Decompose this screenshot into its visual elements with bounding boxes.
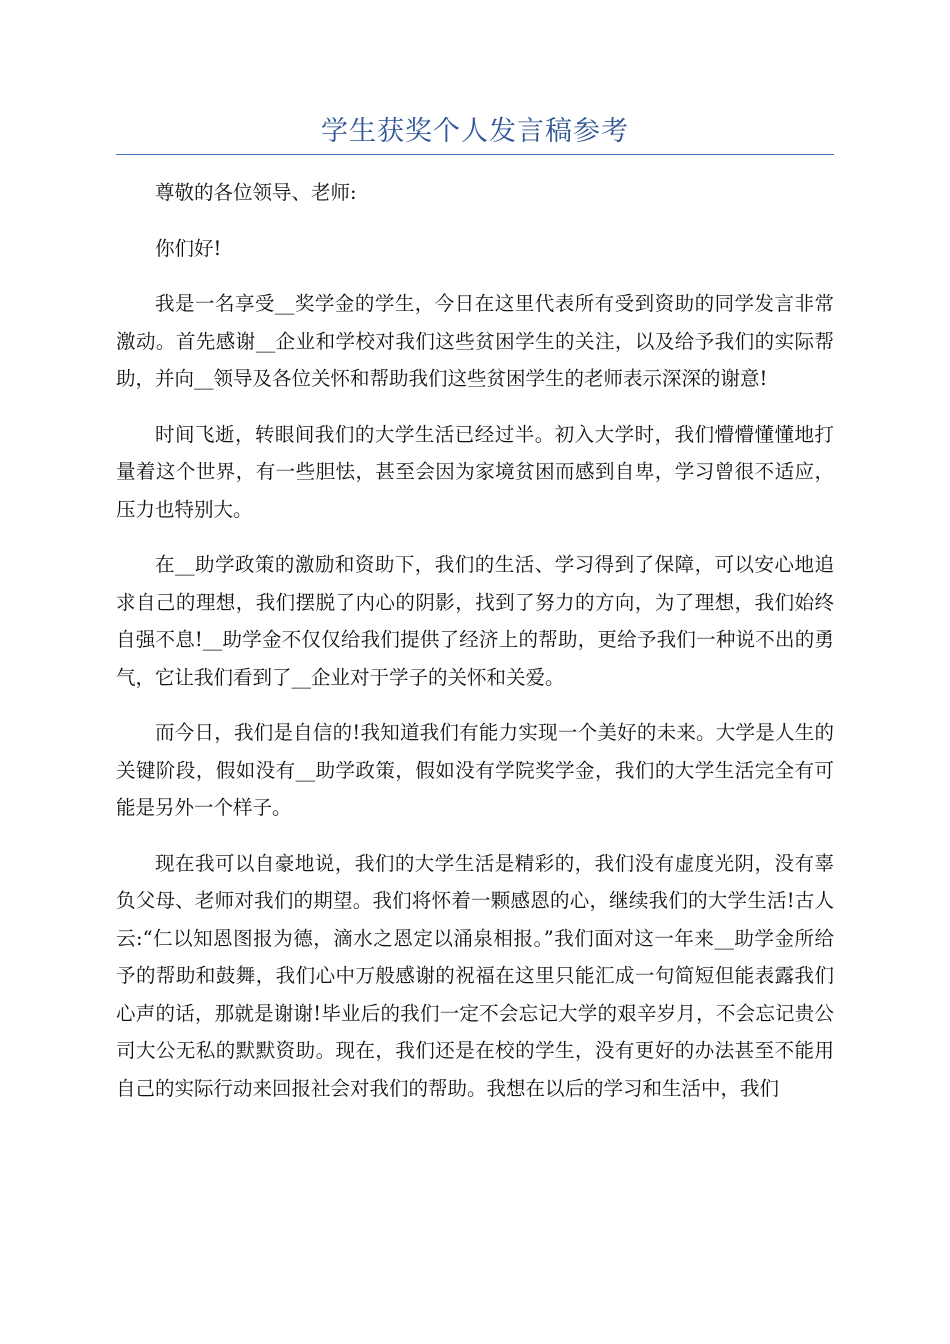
document-body xyxy=(116,174,834,1125)
body-paragraph: 我是一名享受__奖学金的学生，今日在这里代表所有受到资助的同学发言非常激动。首先感谢__企业和学校对我们这些贫困学生的关注，以及给予我们的实际帮助，并向__领导及各位关怀和帮助我们这些贫困学生的老师表示深深的谢意! xyxy=(116,292,834,390)
title-underline xyxy=(116,154,834,155)
body-paragraph: 在__助学政策的激励和资助下，我们的生活、学习得到了保障，可以安心地追求自己的理想，我们摆脱了内心的阴影，找到了努力的方向，为了理想，我们始终自强不息!__助学金不仅仅给我们提供了经济上的帮助，更给予我们一种说不出的勇气，它让我们看到了__企业对于学子的关怀和关爱。 xyxy=(116,553,834,689)
document-title: 学生获奖个人发言稿参考 xyxy=(321,116,629,147)
salutation: 尊敬的各位领导、老师: xyxy=(155,181,357,204)
greeting: 你们好! xyxy=(155,236,222,260)
body-paragraph: 现在我可以自豪地说，我们的大学生活是精彩的，我们没有虚度光阴，没有辜负父母、老师对我们的期望。我们将怀着一颗感恩的心，继续我们的大学生活!古人云:“仁以知恩图报为德，滴水之恩定以涌泉相报。”我们面对这一年来__助学金所给予的帮助和鼓舞，我们心中万般感谢的祝福在这里只能汇成一句简短但能表露我们心声的话，那就是谢谢!毕业后的我们一定不会忘记大学的艰辛岁月，不会忘记贵公司大公无私的默默资助。现在，我们还是在校的学生，没有更好的办法甚至不能用自己的实际行动来回报社会对我们的帮助。我想在以后的学习和生活中，我们 xyxy=(116,851,834,1100)
body-paragraph: 时间飞逝，转眼间我们的大学生活已经过半。初入大学时，我们懵懵懂懂地打量着这个世界，有一些胆怯，甚至会因为家境贫困而感到自卑，学习曾很不适应，压力也特别大。 xyxy=(116,422,834,521)
body-paragraph: 而今日，我们是自信的!我知道我们有能力实现一个美好的未来。大学是人生的关键阶段，假如没有__助学政策，假如没有学院奖学金，我们的大学生活完全有可能是另外一个样子。 xyxy=(116,721,834,819)
